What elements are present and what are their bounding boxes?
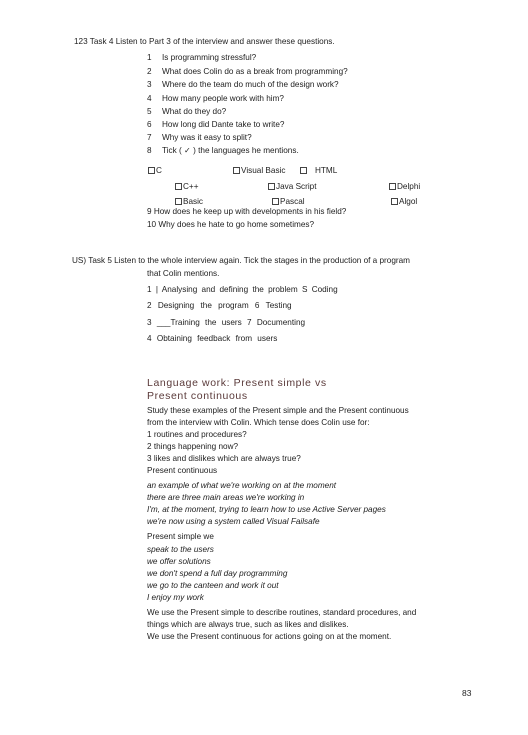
checkbox-icon[interactable] <box>148 167 155 174</box>
section-heading-cont: Present continuous <box>147 390 248 402</box>
checkbox-icon[interactable] <box>233 167 240 174</box>
lang-option-pascal[interactable] <box>272 197 305 207</box>
checkbox-icon[interactable] <box>389 183 396 190</box>
lang-label: Visual Basic <box>241 166 286 175</box>
question-2-num: 2 <box>147 67 152 76</box>
question-5: What do they do? <box>162 107 227 116</box>
continuous-example-4: we're now using a system called Visual Failsafe <box>147 517 320 526</box>
use-item-3: 3 likes and dislikes which are always true? <box>147 454 301 463</box>
question-8: Tick ( ✓ ) the languages he mentions. <box>162 146 299 155</box>
question-6-num: 6 <box>147 120 152 129</box>
continuous-example-1: an example of what we're working on at the moment <box>147 481 337 490</box>
lang-option-c[interactable] <box>148 166 162 176</box>
question-8-num: 8 <box>147 146 152 155</box>
simple-example-5: I enjoy my work <box>147 593 204 602</box>
question-3: Where do the team do much of the design work? <box>162 80 339 89</box>
checkbox-icon[interactable] <box>268 183 275 190</box>
question-7: Why was it easy to split? <box>162 133 252 142</box>
question-5-num: 5 <box>147 107 152 116</box>
lang-option-basic[interactable] <box>175 197 203 207</box>
checkbox-icon[interactable] <box>391 198 398 205</box>
question-4: How many people work with him? <box>162 94 284 103</box>
simple-example-1: speak to the users <box>147 545 214 554</box>
task4-intro: 123 Task 4 Listen to Part 3 of the interview and answer these questions. <box>74 37 335 46</box>
stage-row-4: 4 Obtaining feedback from users <box>147 334 278 343</box>
simple-label: Present simple we <box>147 532 214 541</box>
lang-option-cpp[interactable] <box>175 182 198 192</box>
lang-label: Algol <box>399 197 418 206</box>
stage-row-2: 2 Designing the program 6 Testing <box>147 301 292 310</box>
task5-intro-cont: that Colin mentions. <box>147 269 220 278</box>
continuous-example-3: I'm, at the moment, trying to learn how to use Active Server pages <box>147 505 386 514</box>
stage-row-1: 1 | Analysing and defining the problem S Coding <box>147 285 338 294</box>
question-4-num: 4 <box>147 94 152 103</box>
lang-label: Pascal <box>280 197 305 206</box>
page-number: 83 <box>462 688 472 698</box>
lang-label: Delphi <box>397 182 421 191</box>
lang-option-delphi[interactable] <box>389 182 420 192</box>
use-item-1: 1 routines and procedures? <box>147 430 247 439</box>
question-6: How long did Dante take to write? <box>162 120 285 129</box>
continuous-label: Present continuous <box>147 466 218 475</box>
summary-line-3: We use the Present continuous for actions going on at the moment. <box>147 632 392 641</box>
lang-option-javascript[interactable] <box>268 182 317 192</box>
lang-label: HTML <box>315 166 338 175</box>
question-9: 9 How does he keep up with developments in his field? <box>147 207 347 216</box>
use-item-2: 2 things happening now? <box>147 442 239 451</box>
summary-line-2: things which are always true, such as likes and dislikes. <box>147 620 349 629</box>
question-1-num: 1 <box>147 53 152 62</box>
lang-option-html[interactable] <box>300 166 337 176</box>
intro-line-2: from the interview with Colin. Which tense does Colin use for: <box>147 418 370 427</box>
lang-label: Java Script <box>276 182 317 191</box>
simple-example-2: we offer solutions <box>147 557 211 566</box>
simple-example-3: we don't spend a full day programming <box>147 569 288 578</box>
question-7-num: 7 <box>147 133 152 142</box>
summary-line-1: We use the Present simple to describe routines, standard procedures, and <box>147 608 417 617</box>
question-3-num: 3 <box>147 80 152 89</box>
checkbox-icon[interactable] <box>272 198 279 205</box>
checkbox-icon[interactable] <box>300 167 307 174</box>
question-2: What does Colin do as a break from programming? <box>162 67 348 76</box>
question-10: 10 Why does he hate to go home sometimes? <box>147 220 315 229</box>
lang-option-visual-basic[interactable] <box>233 166 285 176</box>
lang-option-algol[interactable] <box>391 197 417 207</box>
lang-label: C++ <box>183 182 199 191</box>
question-1: Is programming stressful? <box>162 53 257 62</box>
stage-row-3: 3 ___Training the users 7 Documenting <box>147 318 306 327</box>
section-heading: Language work: Present simple vs <box>147 377 327 389</box>
lang-label: C <box>156 166 162 175</box>
simple-example-4: we go to the canteen and work it out <box>147 581 279 590</box>
intro-line-1: Study these examples of the Present simple and the Present continuous <box>147 406 409 415</box>
lang-label: Basic <box>183 197 204 206</box>
checkbox-icon[interactable] <box>175 183 182 190</box>
task5-intro: US) Task 5 Listen to the whole interview again. Tick the stages in the production of a program <box>72 256 410 265</box>
checkbox-icon[interactable] <box>175 198 182 205</box>
continuous-example-2: there are three main areas we're working in <box>147 493 305 502</box>
